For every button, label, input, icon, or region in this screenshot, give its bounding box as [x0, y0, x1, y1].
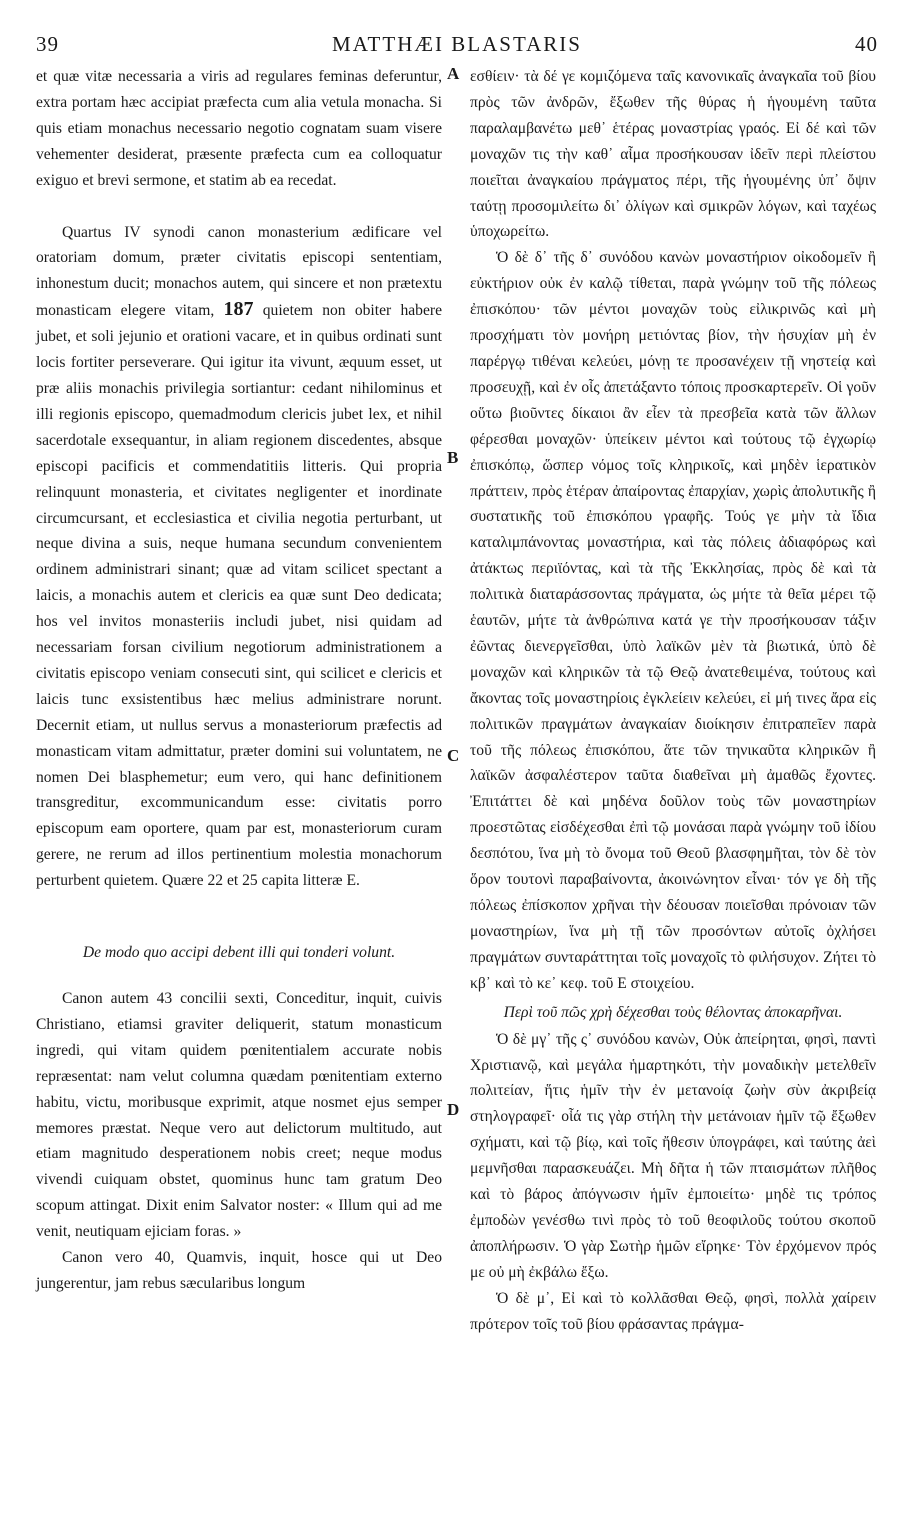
- page-header: [36, 32, 878, 62]
- margin-marker-c: C: [447, 746, 460, 765]
- greek-column: [470, 64, 876, 1338]
- margin-marker-b: B: [447, 448, 459, 467]
- left-page-number: 39: [36, 32, 59, 56]
- latin-column: [36, 64, 442, 1297]
- greek-paragraph-4: Ὁ δὲ μ᾽, Εἰ καὶ τὸ κολλᾶσθαι Θεῷ, φησὶ, πολλὰ χαίρειν πρότερον τοῖς τοῦ βίου φράσαντας πράγμα-: [470, 1289, 876, 1333]
- greek-paragraph-1: εσθίειν· τὰ δέ γε κομιζόμενα ταῖς κανονικαῖς ἀναγκαῖα τοῦ βίου πρὸς τῶν ἀνδρῶν, ἔξωθεν τῆς θύρας ἡ ἡγουμένη ταῦτα παραλαμβανέτω μεθ᾽ ἑτέρας μοναστρίας γραός. Εἰ δέ καὶ τῶν μοναχῶν τις τὴν καθ᾽ αἷμα προσήκουσαν ἰδεῖν περὶ πλείστου ποιεῖται ἀναγκαίου πράγματος πέρι, τῆς ἡγουμένης ὑπ᾽ ὄψιν ταύτῃ προσομιλείτω δι᾽ ὀλίγων καὶ σμικρῶν λόγων, καὶ ταχέως ὑποχωρείτω.: [470, 68, 876, 241]
- latin-paragraph-3: Canon autem 43 concilii sexti, Conceditur, inquit, cuivis Christiano, etiamsi graviter deliquerit, statum monasticum ingredi, qui vitam quidem pœnitentialem accurate nobis repræsentat: nam velut columna quædam pœnitentiam externo habitu, victu, moribusque exprimit, atque nosmet ejus semper memores præstat. Neque vero aut delictorum multitudo, aut etiam magnitudo desperationem nobis creet; neque modus vivendi cuiquam obstet, quominus hunc tam gratum Deo scopum attingat. Dixit enim Salvator noster: « Illum qui ad me venit, neutiquam ejiciam foras. »: [36, 990, 442, 1241]
- margin-marker-d: D: [447, 1100, 460, 1119]
- running-title: MATTHÆI BLASTARIS: [332, 32, 582, 56]
- latin-paragraph-2-end: quietem non obiter habere jubet, et soli jejunio et orationi vacare, et in quibus ordinati sunt locis fortiter perseverare. Qui igitur ita vivunt, æquum esset, ut præ aliis monachis privilegia sortiantur: cedant nihilominus et illi regionis episcopo, quemadmodum clericis jubet lex, et nihil sacerdotale exsequantur, in aliam regionem discedentes, absque episcopi pacificis et commendatitiis litteris. Qui propria relinquunt monasteria, et civitates negligenter et inordinate circumcursant, et ecclesiastica et civilia negotia perturbant, ut neque divina a suis, neque humana secundum convenientem ordinem administrari sinant; quæ ad vitam scilicet spectant a laicis, a monachis autem et clericis ea quæ sunt Deo dedicata; hos vel invitos monasteriis includi jubet, nisi quidam ad necessariam forsan civilium negotiorum administrationem a civitatis episcopo veniam consecuti sint, qui scilicet e clericis et laicis tunc exsistentibus hæc melius administrare norunt. Decernit etiam, ut nullus servus a monasteriorum præfectis ad monasticam vitam admittatur, præter domini sui voluntatem, ne nomen Dei blasphemetur; eum vero, qui hanc definitionem transgreditur, excommunicandum esse: civitatis porro episcopum eam oportere, quam par est, monasteriorum curam gerere, ne rerum ad illos pertinentium molestia monachorum perturbent quietem. Quære 22 et 25 capita litteræ E.: [36, 302, 443, 890]
- latin-paragraph-2-start: Quartus IV synodi canon monasterium ædificare vel oratoriam domum, præter civitatis episcopi sententiam, inhonestum ducit; monachos autem, qui sincere et non prætextu monasticam elegere vitam,: [36, 223, 442, 320]
- latin-section-heading: De modo quo accipi debent illi qui tonderi volunt.: [82, 944, 396, 962]
- latin-paragraph-4: Canon vero 40, Quamvis, inquit, hosce qui ut Deo jungerentur, jam rebus sæcularibus longum: [36, 1249, 442, 1292]
- edition-page-number: 187: [223, 298, 254, 321]
- latin-paragraph-2: [36, 220, 442, 895]
- latin-paragraph-1: et quæ vitæ necessaria a viris ad regulares feminas deferuntur, extra portam hæc accipiat præfecta cum alia vetula monacha. Si quis etiam monachus necessario negotio cognatam suam visere vehementer desiderat, præsente præfecta cum ea colloquatur exiguo et brevi sermone, et statim ab ea recedat.: [36, 68, 442, 189]
- margin-marker-a: A: [447, 64, 460, 83]
- greek-paragraph-3: Ὁ δὲ μγ᾽ τῆς ς᾽ συνόδου κανὼν, Οὐκ ἀπείρηται, φησὶ, παντὶ Χριστιανῷ, καὶ μεγάλα ἡμαρτηκότι, τὴν μοναδικὴν μετελθεῖν πολιτείαν, ἥτις ἡμῖν τὴν ἐν μετανοίᾳ ζωὴν σὺν ἀκριβείᾳ στηλογραφεῖ· οἷά τις γὰρ στήλη τὴν μετάνοιαν ἡμῖν τῷ ἔξωθεν σχήματι, καὶ τῷ βίῳ, καὶ τοῖς ἤθεσιν ὑπογράφει, καὶ ταύτης ἀεὶ μεμνῆσθαι παρασκευάζει. Μὴ δῆτα ἡ τῶν πταισμάτων πλῆθος καὶ τὸ βάρος ἀπόγνωσιν ἡμῖν ἐμποιείτω· μηδὲ τις τρόπος ἐμποδὼν γενέσθω τινὶ πρὸς τὸ τοῦ θεοφιλοῦς τούτου σκοποῦ ἀποπλήρωσιν. Ὁ γὰρ Σωτὴρ ἡμῶν εἴρηκε· Τὸν ἐρχόμενον πρός με οὐ μὴ ἐκβάλω ἔξω.: [470, 1030, 876, 1281]
- right-page-number: 40: [854, 32, 878, 56]
- greek-paragraph-2: Ὁ δὲ δ᾽ τῆς δ᾽ συνόδου κανὼν μοναστήριον οἰκοδομεῖν ἢ εὐκτήριον οὐκ ἐν καλῷ τίθεται, παρὰ γνώμην τοῦ τῆς πόλεως ἐπισκόπου· τῶν μέντοι μοναχῶν τοὺς εἰλικρινῶς καὶ μὴ προσχήματι τὸν μονήρη μετιόντας βίον, τὴν ἡσυχίαν μὴ ἐν παρέργῳ τιθέναι κελεύει, μόνῃ τε προσανέχειν τῇ νηστείᾳ καὶ προσευχῇ, καὶ ἐν οἷς ἀπετάξαντο τόποις προσκαρτερεῖν. Οἱ γοῦν οὕτω βιοῦντες δίκαιοι ἂν εἶεν τὰ πρεσβεῖα κατὰ τῶν ἄλλων φέρεσθαι μοναχῶν· ὑπείκειν μέντοι καὶ τούτους τῷ ἐγχωρίῳ ἐπισκόπῳ, ὥσπερ νόμος τοῖς κληρικοῖς, καὶ μηδὲν ἱερατικὸν πράττειν, πρὸς ἑτέραν ἀπαίροντας ἐπαρχίαν, χωρὶς ἀπολυτικῆς ἢ συστατικῆς τοῦ ἐπισκόπου γραφῆς. Τούς γε μὴν τὰ ἴδια καταλιμπάνοντας μοναστήρια, καὶ τὰς πόλεις ἀδιαφόρως καὶ ἀτάκτως περιϊόντας, καὶ τὰ τῆς Ἐκκλησίας, πρὸς δὲ καὶ τὰ πολιτικὰ διαταράσσοντας πράγματα, ὡς μήτε τὰ θεῖα μέρει τῷ ἑαυτῶν, μήτε τὰ ἀνθρώπινα κατά γε τὴν προσήκουσαν τάξιν ἐῶντας διενεργεῖσθαι, ὑπὸ λαϊκῶν μὲν τὰ βιωτικά, ὑπὸ δὲ μοναχῶν καὶ κληρικῶν τὰ τῷ Θεῷ ἀνατεθειμένα, τούτους καὶ ἄκοντας τοῖς μοναστηρίοις ἐγκλείειν κελεύει, εἰ μή τινες ἄρα εἰς πολιτικῶν πραγμάτων ἀναγκαίαν διοίκησιν ἐπιτραπεῖεν παρὰ τοῦ τῆς πόλεως ἐπισκόπου, ἅτε τῶν τηνικαῦτα κληρικῶν ἢ λαϊκῶν ἀσφαλέστερον ταῦτα διαθεῖναι μὴ ἀμαθῶς ἔχοντες. Ἐπιτάττει δὲ καὶ μηδένα δοῦλον τοὺς τῶν μοναστηρίων προεστῶτας εἰσδέχεσθαι ἐπὶ τῷ μονάσαι παρὰ γνώμην τοῦ ἰδίου δεσπότου, ἵνα μὴ τὸ ὄνομα τοῦ Θεοῦ βλασφημῆται, τὸν δὲ τὸν ὅρον τουτονὶ παραβαίνοντα, ἀκοινώνητον εἶναι· τόν γε δὴ τῆς πόλεως ἐπίσκοπον χρῆναι τὴν δέουσαν ποιεῖσθαι πρόνοιαν τῶν μοναστηρίων, ἵνα μὴ τῇ τῶν προσόντων αὐτοῖς ὀχλήσει πραγμάτων συνταράττηται τοῖς μοναχοῖς τὸ φιλήσυχον. Ζήτει τὸ κβ᾽ καὶ τὸ κε᾽ κεφ. τοῦ Ε στοιχείου.: [470, 249, 876, 992]
- greek-section-heading: Περὶ τοῦ πῶς χρὴ δέχεσθαι τοὺς θέλοντας ἀποκαρῆναι.: [503, 1003, 843, 1021]
